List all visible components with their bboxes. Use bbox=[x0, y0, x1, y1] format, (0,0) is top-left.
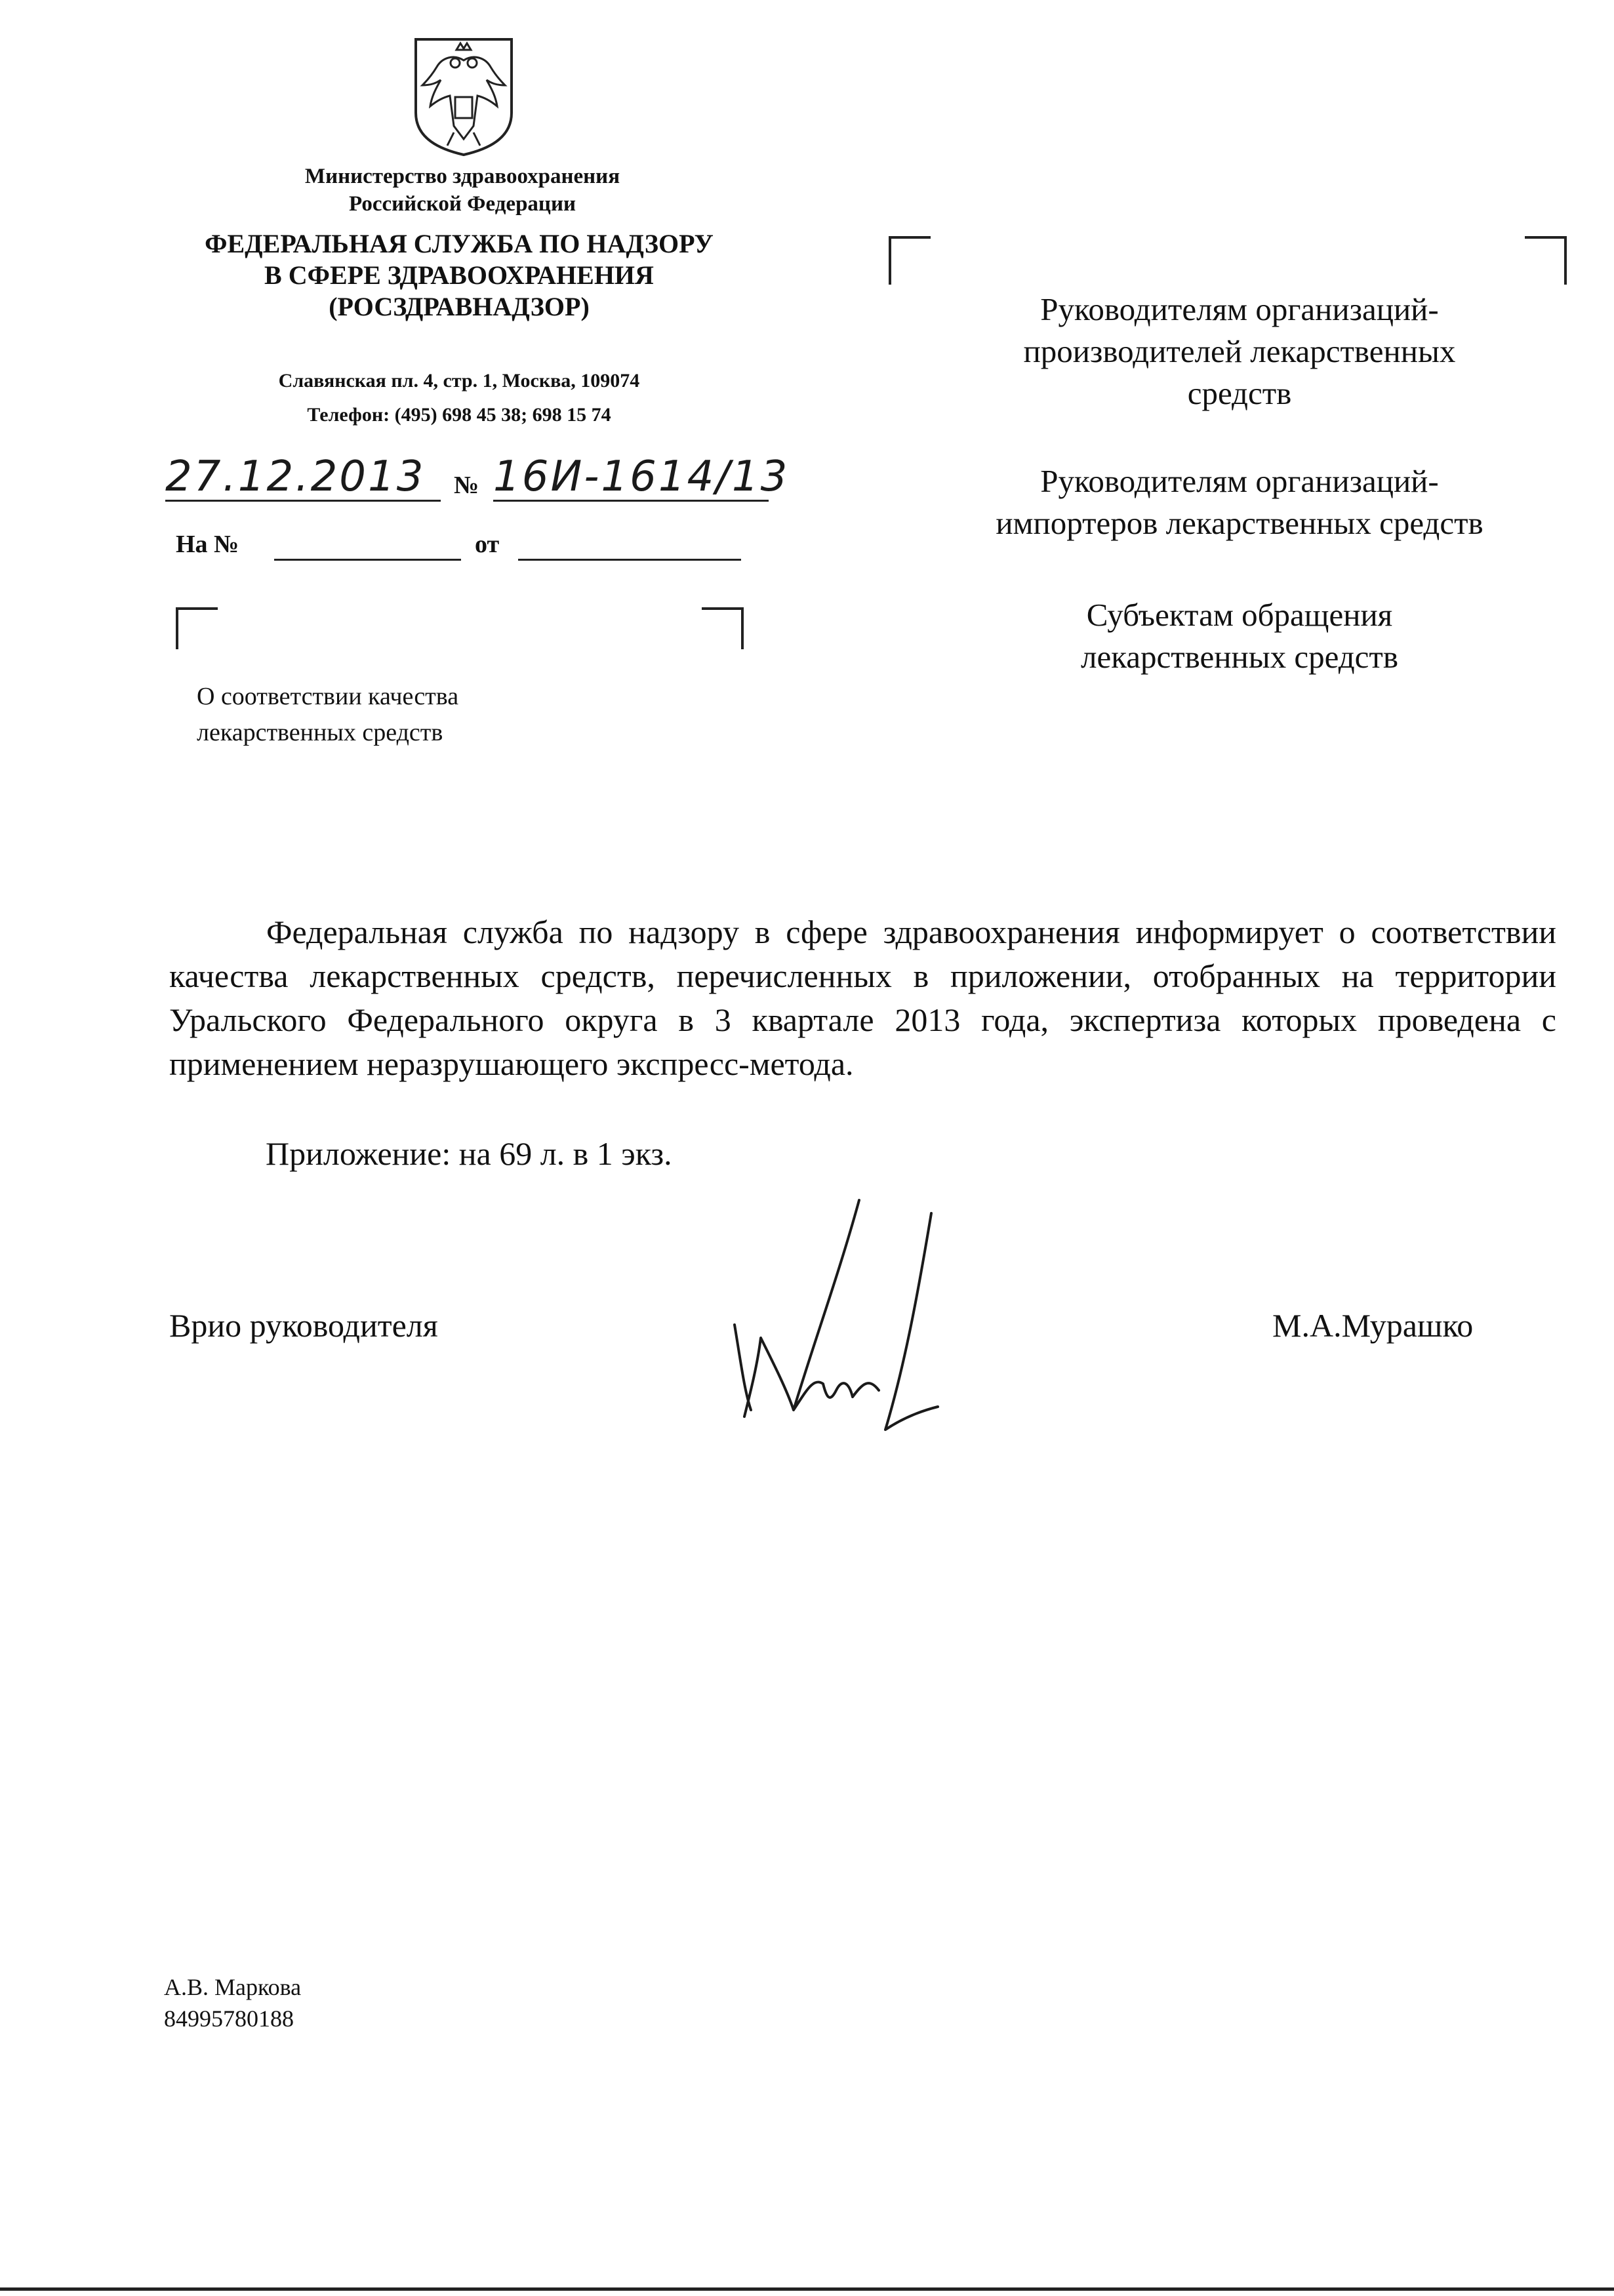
registration-date bbox=[165, 453, 441, 505]
appendix-note: Приложение: на 69 л. в 1 экз. bbox=[266, 1135, 672, 1172]
registration-number-text: 16И-1614/13 bbox=[493, 453, 790, 501]
address-block bbox=[216, 364, 702, 432]
from-field bbox=[518, 559, 741, 561]
service-name bbox=[164, 228, 754, 323]
phone-text: Телефон: (495) 698 45 38; 698 15 74 bbox=[307, 404, 611, 426]
handwritten-signature bbox=[695, 1194, 971, 1469]
recipient-block-1 bbox=[912, 289, 1567, 414]
recipient-1-line-1: Руководителям организаций- bbox=[1040, 291, 1439, 327]
reply-to-label: На № bbox=[176, 531, 239, 558]
recipient-1-line-2: производителей лекарственных bbox=[1023, 333, 1456, 369]
service-line-2: В СФЕРЕ ЗДРАВООХРАНЕНИЯ bbox=[264, 260, 654, 290]
date-underline bbox=[165, 500, 441, 502]
reply-to-field bbox=[274, 559, 461, 561]
service-line-3: (РОСЗДРАВНАДЗОР) bbox=[329, 292, 590, 321]
number-sign: № bbox=[454, 472, 479, 499]
subject bbox=[197, 679, 656, 751]
signatory-position: Врио руководителя bbox=[169, 1307, 438, 1344]
contact-phone: 84995780188 bbox=[164, 2005, 294, 2032]
recipient-bracket-left bbox=[889, 236, 931, 285]
registration-number bbox=[493, 453, 860, 505]
recipient-3-line-2: лекарственных средств bbox=[1081, 639, 1398, 675]
recipient-2-line-1: Руководителям организаций- bbox=[1040, 463, 1439, 499]
recipient-2-line-2: импортеров лекарственных средств bbox=[996, 505, 1483, 541]
service-line-1: ФЕДЕРАЛЬНАЯ СЛУЖБА ПО НАДЗОРУ bbox=[205, 229, 714, 258]
subject-bracket-left bbox=[176, 607, 218, 649]
scan-edge-line bbox=[0, 2287, 1614, 2291]
ministry-line-1: Министерство здравоохранения bbox=[304, 165, 620, 188]
recipient-3-line-1: Субъектам обращения bbox=[1086, 597, 1393, 633]
contact-block bbox=[164, 1971, 301, 2034]
subject-line-1: О соответствии качества bbox=[197, 683, 459, 710]
subject-bracket-right bbox=[702, 607, 744, 649]
recipient-bracket-right bbox=[1525, 236, 1567, 285]
recipient-block-2 bbox=[912, 460, 1567, 544]
recipient-1-line-3: средств bbox=[1187, 375, 1292, 411]
subject-line-2: лекарственных средств bbox=[197, 719, 443, 746]
address-text: Славянская пл. 4, стр. 1, Москва, 109074 bbox=[278, 370, 640, 392]
ministry-line-2: Российской Федерации bbox=[349, 192, 576, 216]
number-underline bbox=[493, 500, 769, 502]
registration-date-text: 27.12.2013 bbox=[165, 453, 426, 501]
coat-of-arms-icon bbox=[408, 34, 519, 157]
body-paragraph: Федеральная служба по надзору в сфере здравоохранения информирует о соответствии качества лекарственных средств, перечисленных в приложении, отобранных на территории Уральского Федерального округа в 3 квартале 2013 года, экспертиза которых проведена с применением неразрушающего экспресс-метода. bbox=[169, 914, 1556, 1082]
signatory-name: М.А.Мурашко bbox=[1272, 1307, 1474, 1344]
from-label: от bbox=[475, 531, 500, 558]
contact-name: А.В. Маркова bbox=[164, 1974, 302, 2000]
recipient-block-3 bbox=[912, 594, 1567, 678]
ministry-name bbox=[249, 163, 676, 218]
